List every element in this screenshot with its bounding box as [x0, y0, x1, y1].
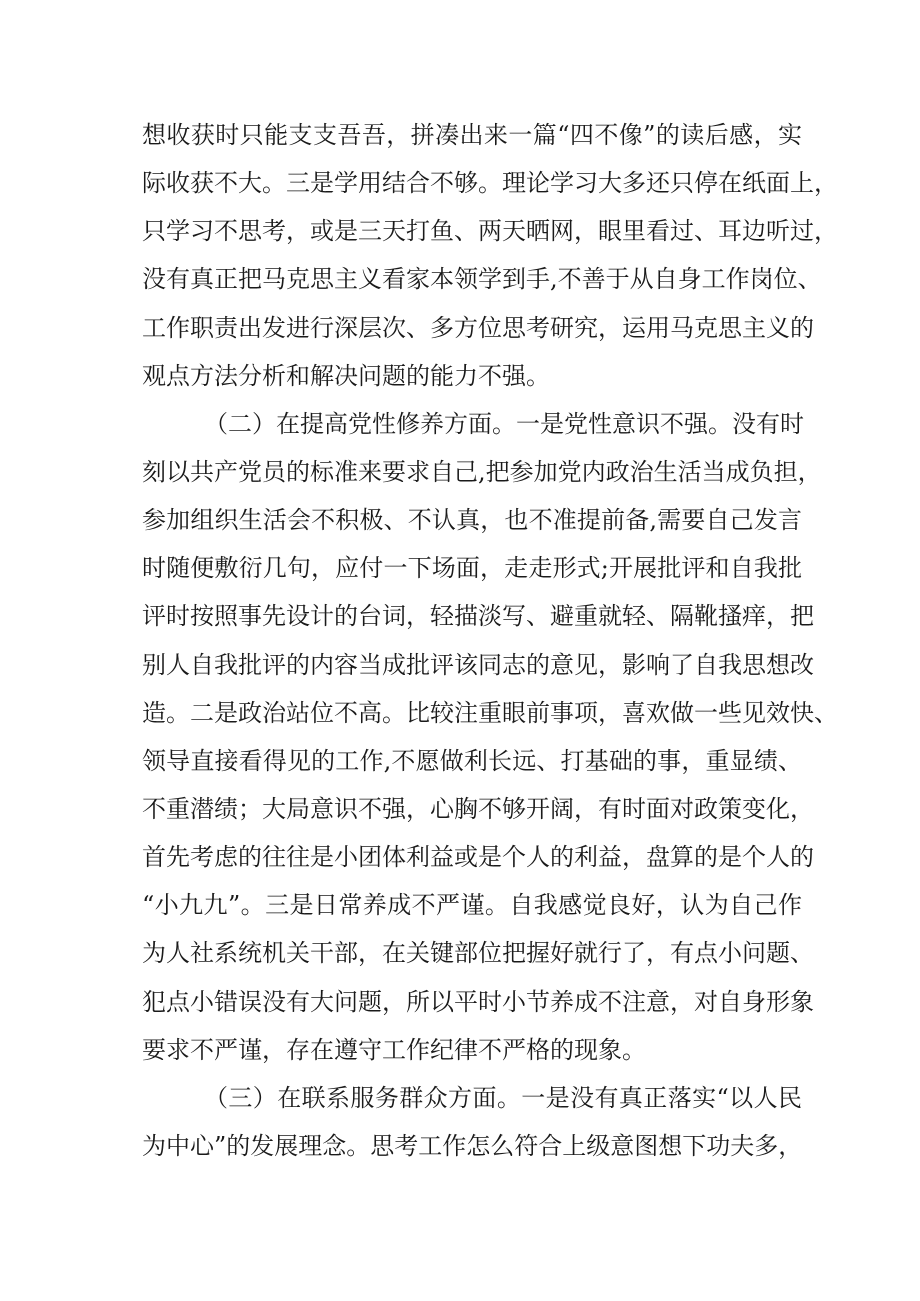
text-line: 工作职责出发进行深层次、多方位思考研究，运用马克思主义的 [142, 313, 814, 342]
section-heading-line: （二）在提高党性修养方面。一是党性意识不强。没有时 [204, 409, 804, 438]
text-line: 刻以共产党员的标准来要求自己,把参加党内政治生活当成负担， [142, 457, 822, 486]
section-heading-line: （三）在联系服务群众方面。一是没有真正落实“以人民 [204, 1083, 802, 1112]
text-line: 首先考虑的往往是小团体利益或是个人的利益，盘算的是个人的 [142, 843, 814, 872]
text-line: 只学习不思考，或是三天打鱼、两天晒网，眼里看过、耳边听过， [142, 217, 838, 246]
text-line: 时随便敷衍几句，应付一下场面，走走形式;开展批评和自我批 [142, 554, 802, 583]
text-line: 领导直接看得见的工作,不愿做利长远、打基础的事，重显绩、 [142, 746, 802, 775]
text-line: 为中心”的发展理念。思考工作怎么符合上级意图想下功夫多， [142, 1131, 803, 1160]
document-body [142, 111, 838, 1170]
text-line: 参加组织生活会不积极、不认真，也不准提前备,需要自己发言 [142, 506, 802, 535]
text-line: 不重潜绩；大局意识不强，心胸不够开阔，有时面对政策变化， [142, 794, 814, 823]
text-line: 想收获时只能支支吾吾，拼凑出来一篇“四不像”的读后感，实 [142, 121, 802, 149]
text-line: 造。二是政治站位不高。比较注重眼前事项，喜欢做一些见效快、 [142, 698, 838, 727]
text-line: 没有真正把马克思主义看家本领学到手,不善于从自身工作岗位、 [142, 265, 822, 294]
text-line: 犯点小错误没有大问题，所以平时小节养成不注意，对自身形象 [142, 987, 814, 1016]
text-line: 要求不严谨，存在遵守工作纪律不严格的现象。 [142, 1035, 646, 1064]
text-line: 评时按照事先设计的台词，轻描淡写、避重就轻、隔靴搔痒，把 [142, 602, 814, 631]
text-line: 观点方法分析和解决问题的能力不强。 [142, 361, 550, 390]
text-line: 际收获不大。三是学用结合不够。理论学习大多还只停在纸面上， [142, 169, 838, 198]
text-line: “小九九”。三是日常养成不严谨。自我感觉良好，认为自己作 [142, 891, 802, 920]
text-line: 为人社系统机关干部，在关键部位把握好就行了，有点小问题、 [142, 939, 814, 968]
text-line: 别人自我批评的内容当成批评该同志的意见，影响了自我思想改 [142, 650, 814, 679]
